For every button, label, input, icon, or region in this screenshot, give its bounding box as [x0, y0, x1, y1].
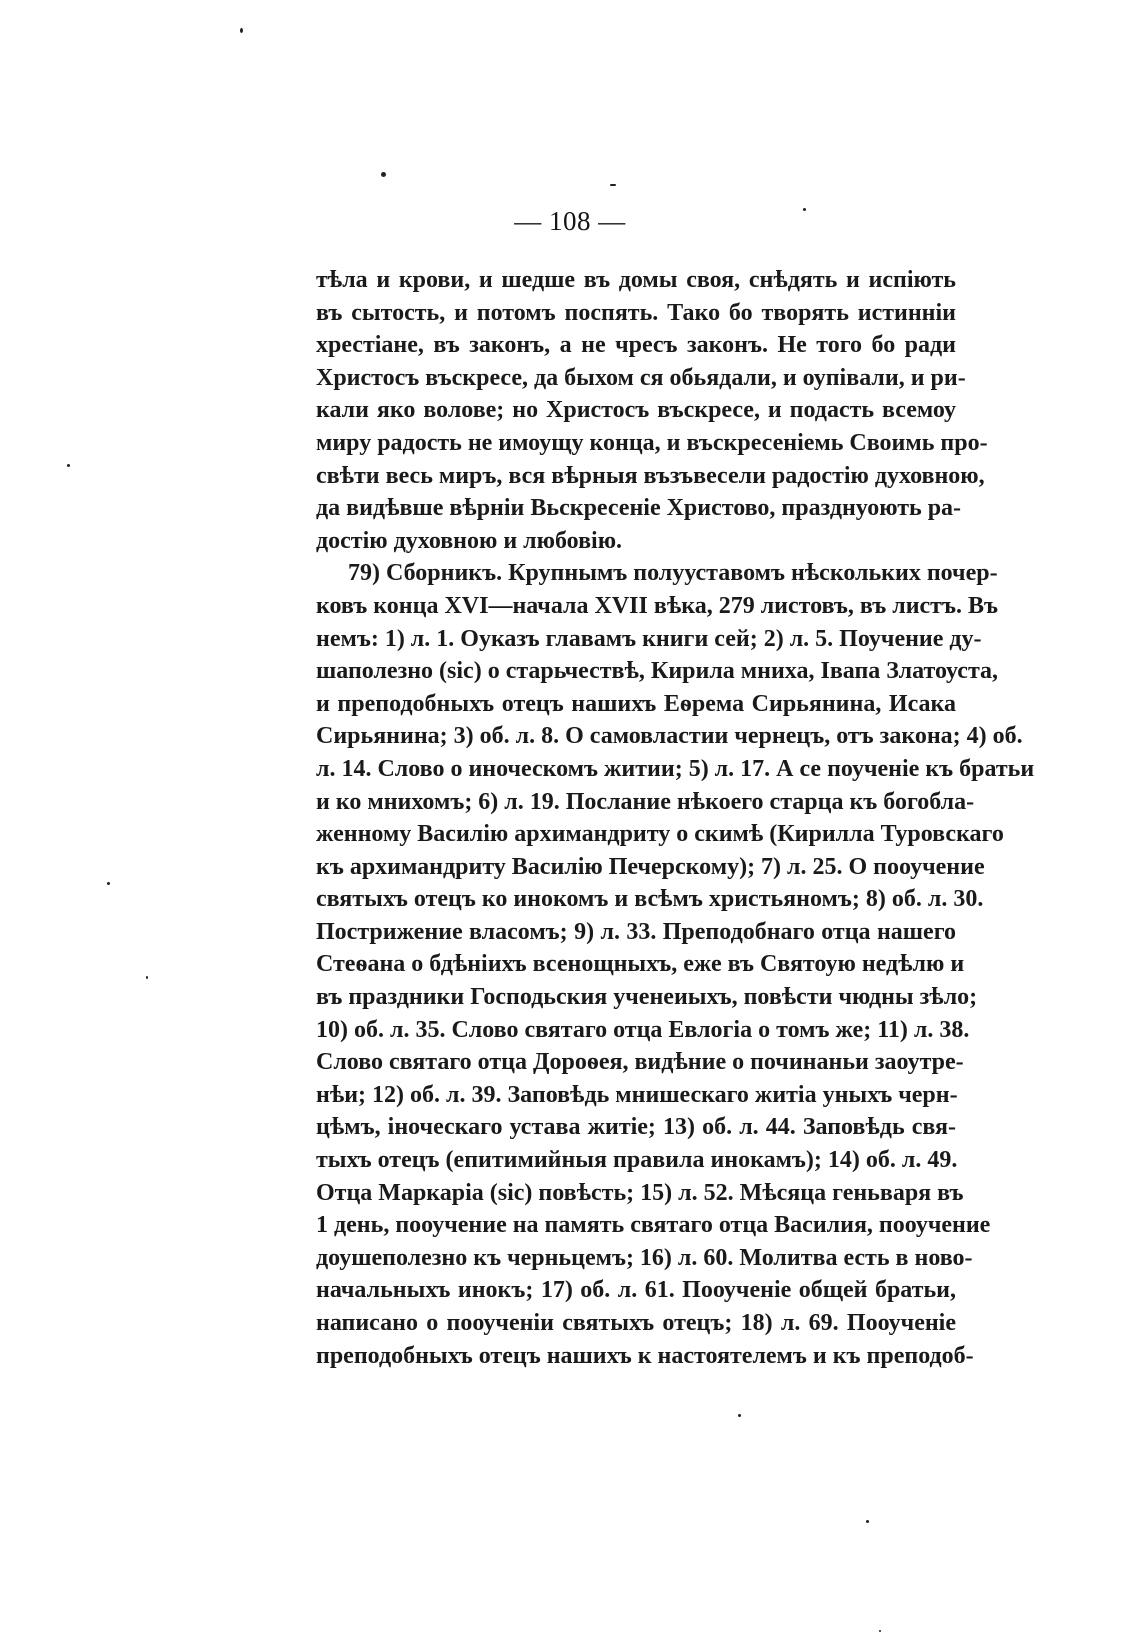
text-line: начальныхъ инокъ; 17) об. л. 61. Пооученіе общей братьи,: [316, 1277, 956, 1304]
text-line: цѣмъ, іноческаго устава житіе; 13) об. л. 44. Заповѣдь свя-: [316, 1114, 956, 1141]
text-line: достію духовною и любовію.: [316, 527, 623, 554]
text-line: Пострижение власомъ; 9) л. 33. Преподобнаго отца нашего: [316, 918, 956, 945]
text-line: въ сытость, и потомъ поспять. Тако бо творять истинніи: [316, 299, 956, 326]
text-line: нѣи; 12) об. л. 39. Заповѣдь мнишескаго житіа уныхъ черн-: [316, 1081, 958, 1108]
text-line: кали яко волове; но Христосъ въскресе, и подасть всемоу: [316, 397, 956, 424]
scan-speck: [866, 1520, 869, 1523]
text-line: и преподобныхъ отецъ нашихъ Еѳрема Сирьянина, Исака: [316, 690, 956, 717]
scan-speck: [738, 1414, 741, 1417]
text-line: Сирьянина; 3) об. л. 8. О самовластии чернецъ, отъ закона; 4) об.: [316, 723, 1023, 750]
text-line: хрестіане, въ законъ, а не чресъ законъ. Не того бо ради: [316, 332, 956, 359]
text-line: л. 14. Слово о иноческомъ житии; 5) л. 17. А се поученіе къ братьи: [316, 755, 1035, 782]
text-line: свѣти весь миръ, вся вѣрныя възъвесели радостію духовною,: [316, 462, 985, 489]
text-line: написано о пооученіи святыхъ отецъ; 18) л. 69. Пооученіе: [316, 1310, 956, 1336]
scan-speck: [240, 28, 243, 33]
scan-speck: [67, 464, 70, 467]
text-line: доушеполезно къ черньцемъ; 16) л. 60. Молитва есть в ново-: [316, 1244, 973, 1271]
scan-speck: [381, 172, 386, 177]
scan-speck: [146, 976, 148, 979]
scan-speck: [107, 882, 110, 885]
text-line: немъ: 1) л. 1. Оуказъ главамъ книги сей; 2) л. 5. Поучение ду-: [316, 625, 982, 652]
text-line: 1 день, пооучение на память святаго отца Василия, пооучение: [316, 1212, 991, 1239]
text-line: 79) Сборникъ. Крупнымъ полууставомъ нѣскольких почер-: [348, 560, 998, 587]
page-number: — 108 —: [514, 206, 626, 236]
body-text: [316, 264, 1035, 1372]
text-line: да видѣвше вѣрніи Вьскресеніе Христово, празднуоють ра-: [316, 495, 962, 522]
text-line: ковъ конца XVI—начала XVII вѣка, 279 листовъ, въ листъ. Въ: [316, 592, 998, 619]
scan-speck: [879, 1630, 881, 1632]
text-line: 10) об. л. 35. Слово святаго отца Евлогіа о томъ же; 11) л. 38.: [316, 1016, 970, 1043]
text-line: въ праздники Господьския ученеиыхъ, повѣсти чюдны зѣло;: [316, 984, 978, 1011]
text-line: шаполезно (sic) о старьчествѣ, Кирила мниха, Івапа Златоуста,: [316, 658, 999, 685]
text-line: святыхъ отецъ ко инокомъ и всѣмъ христьяномъ; 8) об. л. 30.: [316, 886, 984, 913]
text-line: Слово святаго отца Дороѳея, видѣние о починаньи заоутре-: [316, 1049, 964, 1076]
text-line: женному Василію архимандриту о скимѣ (Кирилла Туровскаго: [316, 821, 1004, 848]
text-line: миру радость не имоущу конца, и въскресеніемь Своимь про-: [316, 429, 988, 456]
text-line: Христосъ въскресе, да быхом ся обьядали, и оупівали, и ри-: [316, 364, 966, 391]
text-line: тѣла и крови, и шедше въ домы своя, снѣдять и испіють: [316, 267, 956, 293]
text-line: Стеѳана о бдѣніихъ всенощныхъ, еже въ Святоую недѣлю и: [316, 951, 965, 978]
text-line: къ архимандриту Василію Печерскому); 7) л. 25. О пооучение: [316, 853, 985, 880]
text-line: преподобныхъ отецъ нашихъ к настоятелемъ и къ преподоб-: [316, 1342, 974, 1369]
scan-speck: [610, 184, 616, 186]
text-line: тыхъ отецъ (епитимийныя правила инокамъ); 14) об. л. 49.: [316, 1147, 958, 1174]
text-line: Отца Маркаріа (sic) повѣсть; 15) л. 52. Мѣсяца геньваря въ: [316, 1179, 964, 1206]
text-line: и ко мнихомъ; 6) л. 19. Послание нѣкоего старца къ богобла-: [316, 788, 975, 815]
